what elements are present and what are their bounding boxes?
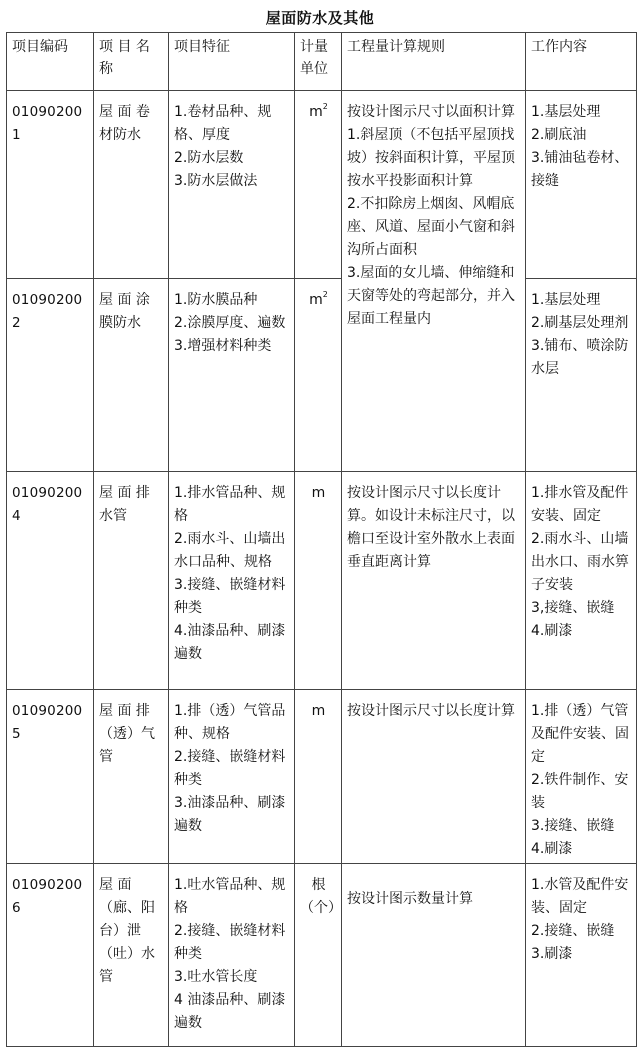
item-unit xyxy=(295,279,342,472)
feature-line: 1.排（透）气管品种、规格 xyxy=(174,703,286,742)
item-name: 屋 面 涂 膜防水 xyxy=(94,279,169,472)
header-name: 项 目 名 称 xyxy=(94,33,169,91)
item-work xyxy=(526,279,637,472)
feature-line: 2.涂膜厚度、遍数 xyxy=(174,315,286,331)
item-unit: m xyxy=(295,472,342,690)
feature-line: 4.油漆品种、刷漆遍数 xyxy=(174,623,286,662)
rule-line: 按设计图示尺寸以面积计算 xyxy=(347,104,515,120)
work-line: 1.排（透）气管及配件安装、固定 xyxy=(531,703,629,765)
work-line: 2.接缝、嵌缝 xyxy=(531,923,615,939)
work-line: 3.刷漆 xyxy=(531,946,573,962)
table-row xyxy=(7,91,637,279)
item-code: 010902005 xyxy=(7,690,94,864)
rule-line: 按设计图示尺寸以长度计算 xyxy=(347,703,515,719)
quantity-rules-table xyxy=(6,32,637,1047)
item-unit: m xyxy=(295,690,342,864)
feature-line: 1.卷材品种、规格、厚度 xyxy=(174,104,272,143)
work-line: 2.雨水斗、山墙出水口、雨水箅子安装 xyxy=(531,531,629,593)
item-features xyxy=(169,91,295,279)
item-name: 屋 面（廊、阳台）泄（吐）水管 xyxy=(94,864,169,1047)
shared-rule-cell xyxy=(342,91,526,472)
rule-line: 按设计图示数量计算 xyxy=(347,891,473,907)
table-title: 屋面防水及其他 xyxy=(265,9,375,27)
feature-line: 2.接缝、嵌缝材料种类 xyxy=(174,923,286,962)
work-line: 1.基层处理 xyxy=(531,104,601,120)
item-name: 屋 面 卷 材防水 xyxy=(94,91,169,279)
feature-line: 1.防水膜品种 xyxy=(174,292,258,308)
item-features xyxy=(169,864,295,1047)
feature-line: 2.接缝、嵌缝材料种类 xyxy=(174,749,286,788)
work-line: 2.刷基层处理剂 xyxy=(531,315,629,331)
table-row xyxy=(7,690,637,864)
unit-superscript: 2 xyxy=(322,290,328,299)
item-rule xyxy=(342,472,526,690)
table-row xyxy=(7,472,637,690)
unit-superscript: 2 xyxy=(322,102,328,111)
work-line: 3.接缝、嵌缝 xyxy=(531,818,615,834)
feature-line: 3.吐水管长度 xyxy=(174,969,258,985)
header-row xyxy=(7,33,637,91)
item-name: 屋 面 排（透）气管 xyxy=(94,690,169,864)
work-line: 4.刷漆 xyxy=(531,841,573,857)
work-line: 2.刷底油 xyxy=(531,127,587,143)
work-line: 2.铁件制作、安装 xyxy=(531,772,629,811)
work-line: 1.水管及配件安装、固定 xyxy=(531,877,629,916)
rule-line: 1.斜屋顶（不包括平屋顶找坡）按斜面积计算，平屋顶按水平投影面积计算 xyxy=(347,127,515,189)
feature-line: 4 油漆品种、刷漆遍数 xyxy=(174,992,286,1031)
feature-line: 3.油漆品种、刷漆遍数 xyxy=(174,795,286,834)
item-unit xyxy=(295,91,342,279)
header-feature: 项目特征 xyxy=(169,33,295,91)
item-rule xyxy=(342,690,526,864)
item-work xyxy=(526,864,637,1047)
work-line: 3.铺布、喷涂防水层 xyxy=(531,338,629,377)
table-row xyxy=(7,279,637,472)
work-line: 1.基层处理 xyxy=(531,292,601,308)
feature-line: 3.防水层做法 xyxy=(174,173,258,189)
feature-line: 2.防水层数 xyxy=(174,150,244,166)
rule-line: 3.屋面的女儿墙、伸缩缝和天窗等处的弯起部分，并入屋面工程量内 xyxy=(347,265,515,327)
rule-line: 2.不扣除房上烟囱、风帽底座、风道、屋面小气窗和斜沟所占面积 xyxy=(347,196,515,258)
item-code: 010902002 xyxy=(7,279,94,472)
item-work xyxy=(526,91,637,279)
header-work: 工作内容 xyxy=(526,33,637,91)
item-code: 010902006 xyxy=(7,864,94,1047)
item-code: 010902004 xyxy=(7,472,94,690)
header-unit: 计量 单位 xyxy=(295,33,342,91)
feature-line: 2.雨水斗、山墙出水口品种、规格 xyxy=(174,531,286,570)
item-work xyxy=(526,690,637,864)
work-line: 3.铺油毡卷材、接缝 xyxy=(531,150,629,189)
item-name: 屋 面 排 水管 xyxy=(94,472,169,690)
work-line: 1.排水管及配件安装、固定 xyxy=(531,485,629,524)
work-line: 3,接缝、嵌缝 xyxy=(531,600,615,616)
feature-line: 1.吐水管品种、规格 xyxy=(174,877,286,916)
item-code: 010902001 xyxy=(7,91,94,279)
unit-base: m xyxy=(309,292,323,308)
header-rule: 工程量计算规则 xyxy=(342,33,526,91)
item-work xyxy=(526,472,637,690)
header-code: 项目编码 xyxy=(7,33,94,91)
item-features xyxy=(169,472,295,690)
item-unit: 根（个） xyxy=(295,864,342,1047)
item-features xyxy=(169,279,295,472)
item-rule xyxy=(342,864,526,1047)
feature-line: 1.排水管品种、规格 xyxy=(174,485,286,524)
work-line: 4.刷漆 xyxy=(531,623,573,639)
rule-line: 按设计图示尺寸以长度计算。如设计未标注尺寸，以檐口至设计室外散水上表面垂直距离计算 xyxy=(347,485,515,570)
item-features xyxy=(169,690,295,864)
table-row xyxy=(7,864,637,1047)
unit-base: m xyxy=(309,104,323,120)
feature-line: 3.增强材料种类 xyxy=(174,338,272,354)
feature-line: 3.接缝、嵌缝材料种类 xyxy=(174,577,286,616)
